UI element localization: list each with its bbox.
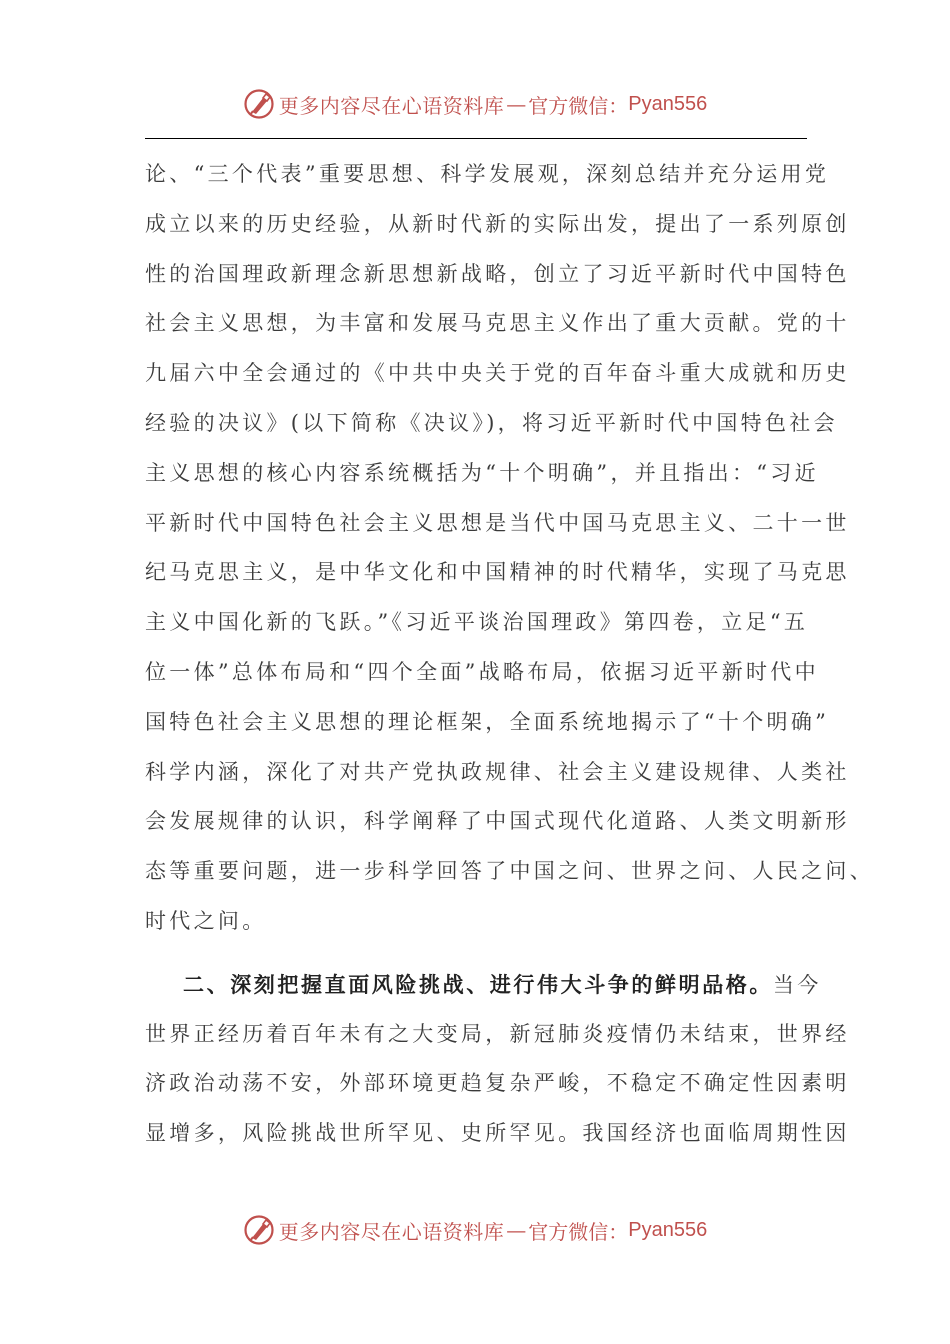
- body-line: 主义中国化新的飞跃。”《习近平谈治国理政》第四卷，立足“五: [145, 610, 809, 635]
- header-separator: —: [506, 92, 527, 116]
- footer-wechat-label: 官方微信：: [528, 1219, 629, 1244]
- body-line: 主义思想的核心内容系统概括为“十个明确”，并且指出：“习近: [145, 460, 819, 485]
- header-divider: [145, 138, 807, 139]
- body-line: 纪马克思主义，是中华文化和中国精神的时代精华，实现了马克思: [145, 560, 850, 585]
- body-line: 会发展规律的认识，科学阐释了中国式现代化道路、人类文明新形: [145, 809, 850, 834]
- section-heading: 二、深刻把握直面风险挑战、进行伟大斗争的鲜明品格。: [183, 971, 773, 997]
- body-line: 国特色社会主义思想的理论框架，全面系统地揭示了“十个明确”: [145, 709, 830, 734]
- body-line: 科学内涵，深化了对共产党执政规律、社会主义建设规律、人类社: [145, 759, 850, 784]
- body-line: 态等重要问题，进一步科学回答了中国之问、世界之问、人民之问、: [145, 859, 874, 884]
- header-slogan: 更多内容尽在心语资料库: [278, 93, 505, 118]
- body-line: 论、“三个代表”重要思想、科学发展观，深刻总结并充分运用党: [145, 162, 830, 186]
- body-line: 性的治国理政新理念新思想新战略，创立了习近平新时代中国特色: [145, 261, 850, 286]
- document-body: [145, 150, 874, 1159]
- pen-nib-icon: [243, 1214, 275, 1246]
- body-line: 显增多，风险挑战世所罕见、史所罕见。我国经济也面临周期性因: [145, 1121, 850, 1146]
- body-line: 平新时代中国特色社会主义思想是当代中国马克思主义、二十一世: [145, 510, 850, 535]
- body-line: 世界正经历着百年未有之大变局，新冠肺炎疫情仍未结束，世界经: [145, 1021, 850, 1046]
- header-watermark: [0, 84, 950, 124]
- header-wechat-id: Pyan556: [628, 92, 708, 115]
- body-line: 位一体”总体布局和“四个全面”战略布局，依据习近平新时代中: [145, 659, 819, 684]
- body-line: 经验的决议》(以下简称《决议》)，将习近平新时代中国特色社会: [145, 410, 838, 435]
- section-2-first-line: [145, 960, 822, 1010]
- body-line: 时代之问。: [145, 908, 267, 933]
- footer-separator: —: [506, 1218, 527, 1242]
- body-text: 当今: [773, 972, 822, 997]
- footer-slogan: 更多内容尽在心语资料库: [278, 1219, 505, 1244]
- body-line: 济政治动荡不安，外部环境更趋复杂严峻，不稳定不确定性因素明: [145, 1071, 850, 1096]
- body-line: 九届六中全会通过的《中共中央关于党的百年奋斗重大成就和历史: [145, 361, 850, 386]
- body-line: 社会主义思想，为丰富和发展马克思主义作出了重大贡献。党的十: [145, 311, 850, 336]
- footer-wechat-id: Pyan556: [628, 1218, 708, 1241]
- body-line: 成立以来的历史经验，从新时代新的实际出发，提出了一系列原创: [145, 211, 850, 236]
- pen-nib-icon: [243, 88, 275, 120]
- header-wechat-label: 官方微信：: [528, 93, 629, 118]
- footer-watermark: [0, 1210, 950, 1250]
